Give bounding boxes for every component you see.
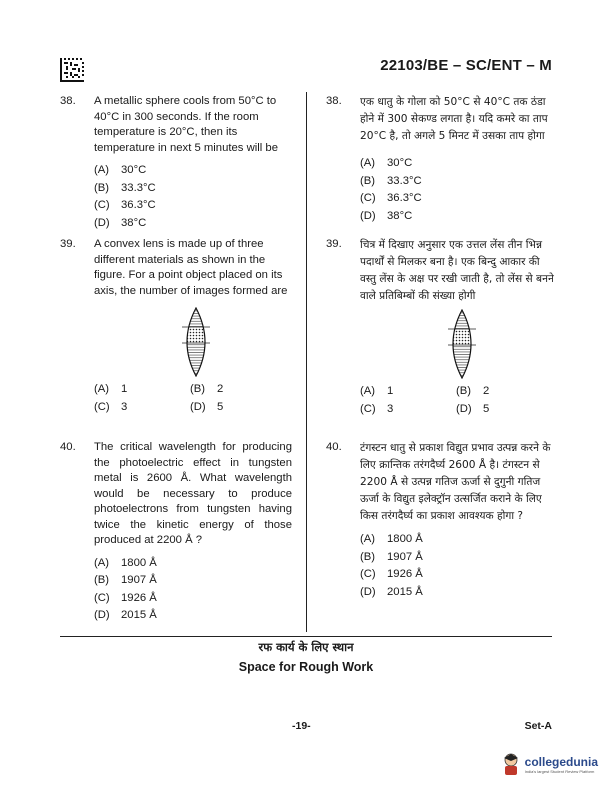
question-number: 39. — [326, 238, 342, 250]
option-d: (D) 38°C — [360, 209, 413, 222]
options — [94, 162, 292, 232]
question-number: 39. — [60, 238, 76, 250]
option-a: (A) 30°C — [360, 157, 413, 169]
question-text: एक धातु के गोला को 50°C से 40°C तक ठंडा होने में 300 सेकण्ड लगता है। यदि कमरे का ताप 20°C है, तो अगले 5 मिनट में उसका ताप होगा — [360, 96, 548, 142]
option-a: (A) 1800 Å — [94, 556, 157, 569]
rough-work-heading: Space for Rough Work — [238, 660, 374, 674]
option-b: (B) 2 — [456, 385, 490, 397]
option-c: (C) 1926 Å — [94, 591, 157, 604]
option-c: (C) 3 — [94, 400, 128, 413]
question-text: टंगस्टन धातु से प्रकाश विद्युत प्रभाव उत्पन्न करने के लिए क्रान्तिक तरंगदैर्घ्य 2600 Å है। टंगस्टन से 2200 Å से उत्पन्न गतिज ऊर्जा से दुगुनी गतिज ऊर्जा के विद्युत इलेक्ट्रॉन उत्सर्जित कराने के लिए किस तरंगदैर्घ्य का प्रकाश आवश्यक होगा ? — [360, 442, 551, 522]
option-c: (C) 1926 Å — [360, 568, 423, 580]
option-d: (D) 2015 Å — [360, 585, 423, 598]
page-number: -19- — [292, 720, 311, 732]
rough-work-divider — [60, 636, 552, 637]
options — [360, 155, 558, 225]
options — [360, 531, 558, 601]
mascot-icon — [501, 752, 521, 776]
question-number: 40. — [60, 441, 76, 453]
convex-lens-figure — [180, 307, 212, 377]
option-d: (D) 5 — [456, 402, 490, 415]
question-text: A metallic sphere cools from 50°C to 40°C in 300 seconds. If the room temperature is 20°C, then its temperature in next 5 minutes will be — [94, 95, 278, 154]
question-number: 38. — [60, 95, 76, 107]
option-b: (B) 1907 Å — [94, 574, 157, 586]
question-text: चित्र में दिखाए अनुसार एक उत्तल लेंस तीन भिन्न पदार्थों से मिलकर बना है। एक बिन्दु आकार की वस्तु लेंस के अक्ष पर रखी जाती है, तो लेंस से बनने वाले प्रतिबिम्बों की संख्या होगी — [360, 239, 554, 302]
option-b: (B) 33.3°C — [360, 174, 422, 187]
collegedunia-watermark — [501, 752, 598, 776]
options — [360, 383, 558, 418]
hindi-column — [326, 94, 558, 601]
option-c: (C) 3 — [360, 402, 394, 415]
column-divider — [306, 92, 307, 632]
question-text: A convex lens is made up of three different materials as shown in the figure. For a point object placed on its axis, the number of images formed are — [94, 238, 288, 297]
option-b: (B) 2 — [190, 383, 224, 395]
option-a: (A) 1 — [94, 383, 128, 395]
option-c: (C) 36.3°C — [94, 199, 156, 211]
brand-tagline: India's largest Student Review Platform — [524, 768, 595, 774]
paper-code: 22103/BE – SC/ENT – M — [380, 57, 552, 74]
question-text: The critical wavelength for producing the photoelectric effect in tungsten metal is 2600 Å. What wavelength would be necessary to produce photoelectrons from tungsten having twice the kinetic energy of those produced at 2200 Å ? — [94, 441, 292, 546]
option-a: (A) 1800 Å — [360, 533, 423, 545]
question-39-hindi — [326, 237, 558, 440]
question-40-hindi — [326, 440, 558, 601]
rough-work-heading-hindi: रफ कार्य के लिए स्थान — [258, 640, 354, 654]
option-d: (D) 2015 Å — [94, 609, 157, 621]
option-b: (B) 33.3°C — [94, 181, 156, 194]
question-38-hindi — [326, 94, 558, 237]
brand-name: collegedunia — [524, 754, 598, 769]
options — [94, 555, 292, 625]
qr-code — [60, 58, 84, 82]
option-d: (D) 5 — [190, 400, 224, 413]
question-40 — [60, 440, 292, 625]
question-39 — [60, 237, 292, 440]
options — [94, 381, 292, 416]
option-c: (C) 36.3°C — [360, 192, 422, 204]
option-a: (A) 1 — [360, 385, 394, 397]
convex-lens-figure — [446, 309, 478, 379]
option-a: (A) 30°C — [94, 164, 147, 176]
option-b: (B) 1907 Å — [360, 550, 423, 563]
option-d: (D) 38°C — [94, 216, 147, 229]
question-number: 40. — [326, 441, 342, 453]
set-label: Set-A — [524, 720, 552, 732]
english-column — [60, 94, 292, 625]
question-number: 38. — [326, 95, 342, 107]
question-38 — [60, 94, 292, 237]
